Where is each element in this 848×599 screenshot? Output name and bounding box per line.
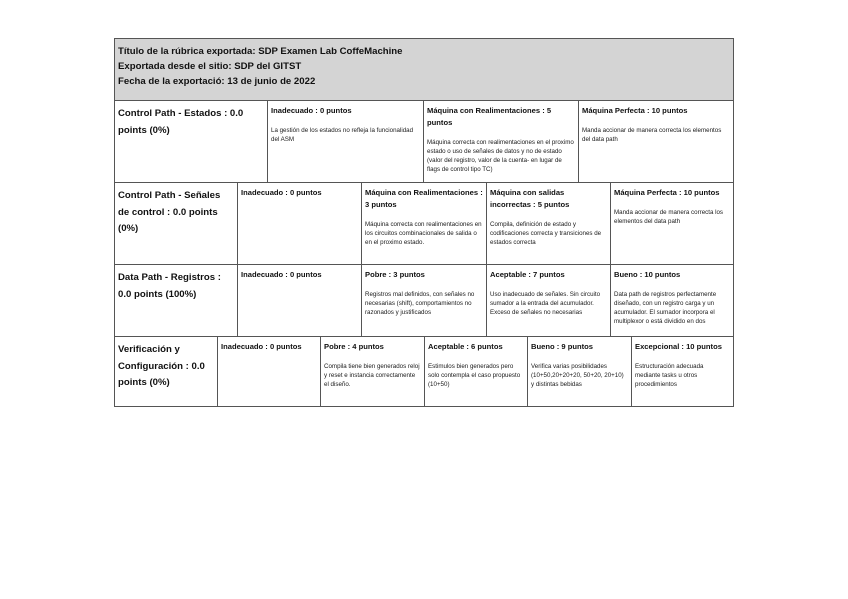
level-cell xyxy=(610,183,733,264)
level-description: Verifica varias posibilidades (10+50,20+20+20, 50+20, 20+10) y distintas bebidas xyxy=(531,363,624,388)
level-title: Máquina Perfecta : 10 puntos xyxy=(614,188,720,197)
level-title: Inadecuado : 0 puntos xyxy=(241,188,322,197)
level-description: Compila, definición de estado y codificaciones correcta y transiciones de estados correcta xyxy=(490,221,602,246)
criterion-name: Control Path - Estados : 0.0 points (0%) xyxy=(118,108,244,136)
level-cell xyxy=(424,337,527,406)
level-description: Manda accionar de manera correcta los elementos del data path xyxy=(582,127,722,143)
level-cell xyxy=(578,101,733,182)
level-title: Inadecuado : 0 puntos xyxy=(221,342,302,351)
level-description: Registros mal definidos, con señales no necesarias (shift), comportamientos no razonados y justificados xyxy=(365,291,475,316)
level-cell xyxy=(267,101,423,182)
level-cell xyxy=(237,265,361,336)
level-description: La gestión de los estados no refleja la funcionalidad del ASM xyxy=(271,127,414,143)
level-description: Manda accionar de manera correcta los elementos del data path xyxy=(614,209,724,225)
level-description: Estimulos bien generados pero solo contempla el caso propuesto (10+50) xyxy=(428,363,521,388)
level-cell xyxy=(237,183,361,264)
level-cell xyxy=(486,265,610,336)
rubric-header xyxy=(115,39,733,101)
level-title: Máquina con Realimentaciones : 3 puntos xyxy=(365,188,483,209)
level-cell xyxy=(217,337,320,406)
criterion-row xyxy=(115,101,733,183)
level-cell xyxy=(631,337,733,406)
level-title: Máquina con salidas incorrectas : 5 puntos xyxy=(490,188,570,209)
level-cell xyxy=(320,337,424,406)
criterion-name: Verificación y Configuración : 0.0 points (0%) xyxy=(118,344,205,388)
level-cell xyxy=(486,183,610,264)
level-title: Inadecuado : 0 puntos xyxy=(271,106,352,115)
level-title: Aceptable : 7 puntos xyxy=(490,270,565,279)
level-cell xyxy=(361,183,486,264)
criterion-row xyxy=(115,265,733,337)
level-title: Máquina Perfecta : 10 puntos xyxy=(582,106,688,115)
rubric-table xyxy=(114,38,734,407)
criterion-row xyxy=(115,337,733,406)
level-title: Bueno : 9 puntos xyxy=(531,342,594,351)
rubric-title: Título de la rúbrica exportada: SDP Examen Lab CoffeMachine xyxy=(118,46,403,57)
level-description: Máquina correcta con realimentaciones en el proximo estado o uso de señales de datos y no de estado (valor del registro, valor de la cuenta- en lugar de flags de control tipo TC) xyxy=(427,139,574,173)
level-description: Compila tiene bien generados reloj y reset e instancia correctamente el diseño. xyxy=(324,363,420,388)
rubric-site: Exportada desde el sitio: SDP del GITST xyxy=(118,61,302,72)
level-title: Aceptable : 6 puntos xyxy=(428,342,503,351)
level-description: Uso inadecuado de señales. Sin circuito sumador a la entrada del acumulador. Exceso de señales no necesarias xyxy=(490,291,601,316)
level-title: Bueno : 10 puntos xyxy=(614,270,681,279)
level-title: Excepcional : 10 puntos xyxy=(635,342,722,351)
level-cell xyxy=(361,265,486,336)
level-title: Pobre : 3 puntos xyxy=(365,270,425,279)
level-cell xyxy=(610,265,733,336)
level-description: Máquina correcta con realimentaciones en los circuitos combinacionales de salida o en el proximo estado. xyxy=(365,221,482,246)
criterion-name: Control Path - Señales de control : 0.0 points (0%) xyxy=(118,190,221,234)
level-cell xyxy=(527,337,631,406)
criterion-row xyxy=(115,183,733,265)
level-cell xyxy=(423,101,578,182)
level-title: Pobre : 4 puntos xyxy=(324,342,384,351)
level-description: Estructuración adecuada mediante tasks u otros procedimientos xyxy=(635,363,704,388)
level-description: Data path de registros perfectamente diseñado, con un registro carga y un acumulador. El sumador incorpora el multiplexor o está dividido en dos xyxy=(614,291,717,325)
rubric-date: Fecha de la exportació: 13 de junio de 2022 xyxy=(118,76,316,87)
level-title: Máquina con Realimentaciones : 5 puntos xyxy=(427,106,552,127)
criterion-name: Data Path - Registros : 0.0 points (100%) xyxy=(118,272,221,300)
level-title: Inadecuado : 0 puntos xyxy=(241,270,322,279)
